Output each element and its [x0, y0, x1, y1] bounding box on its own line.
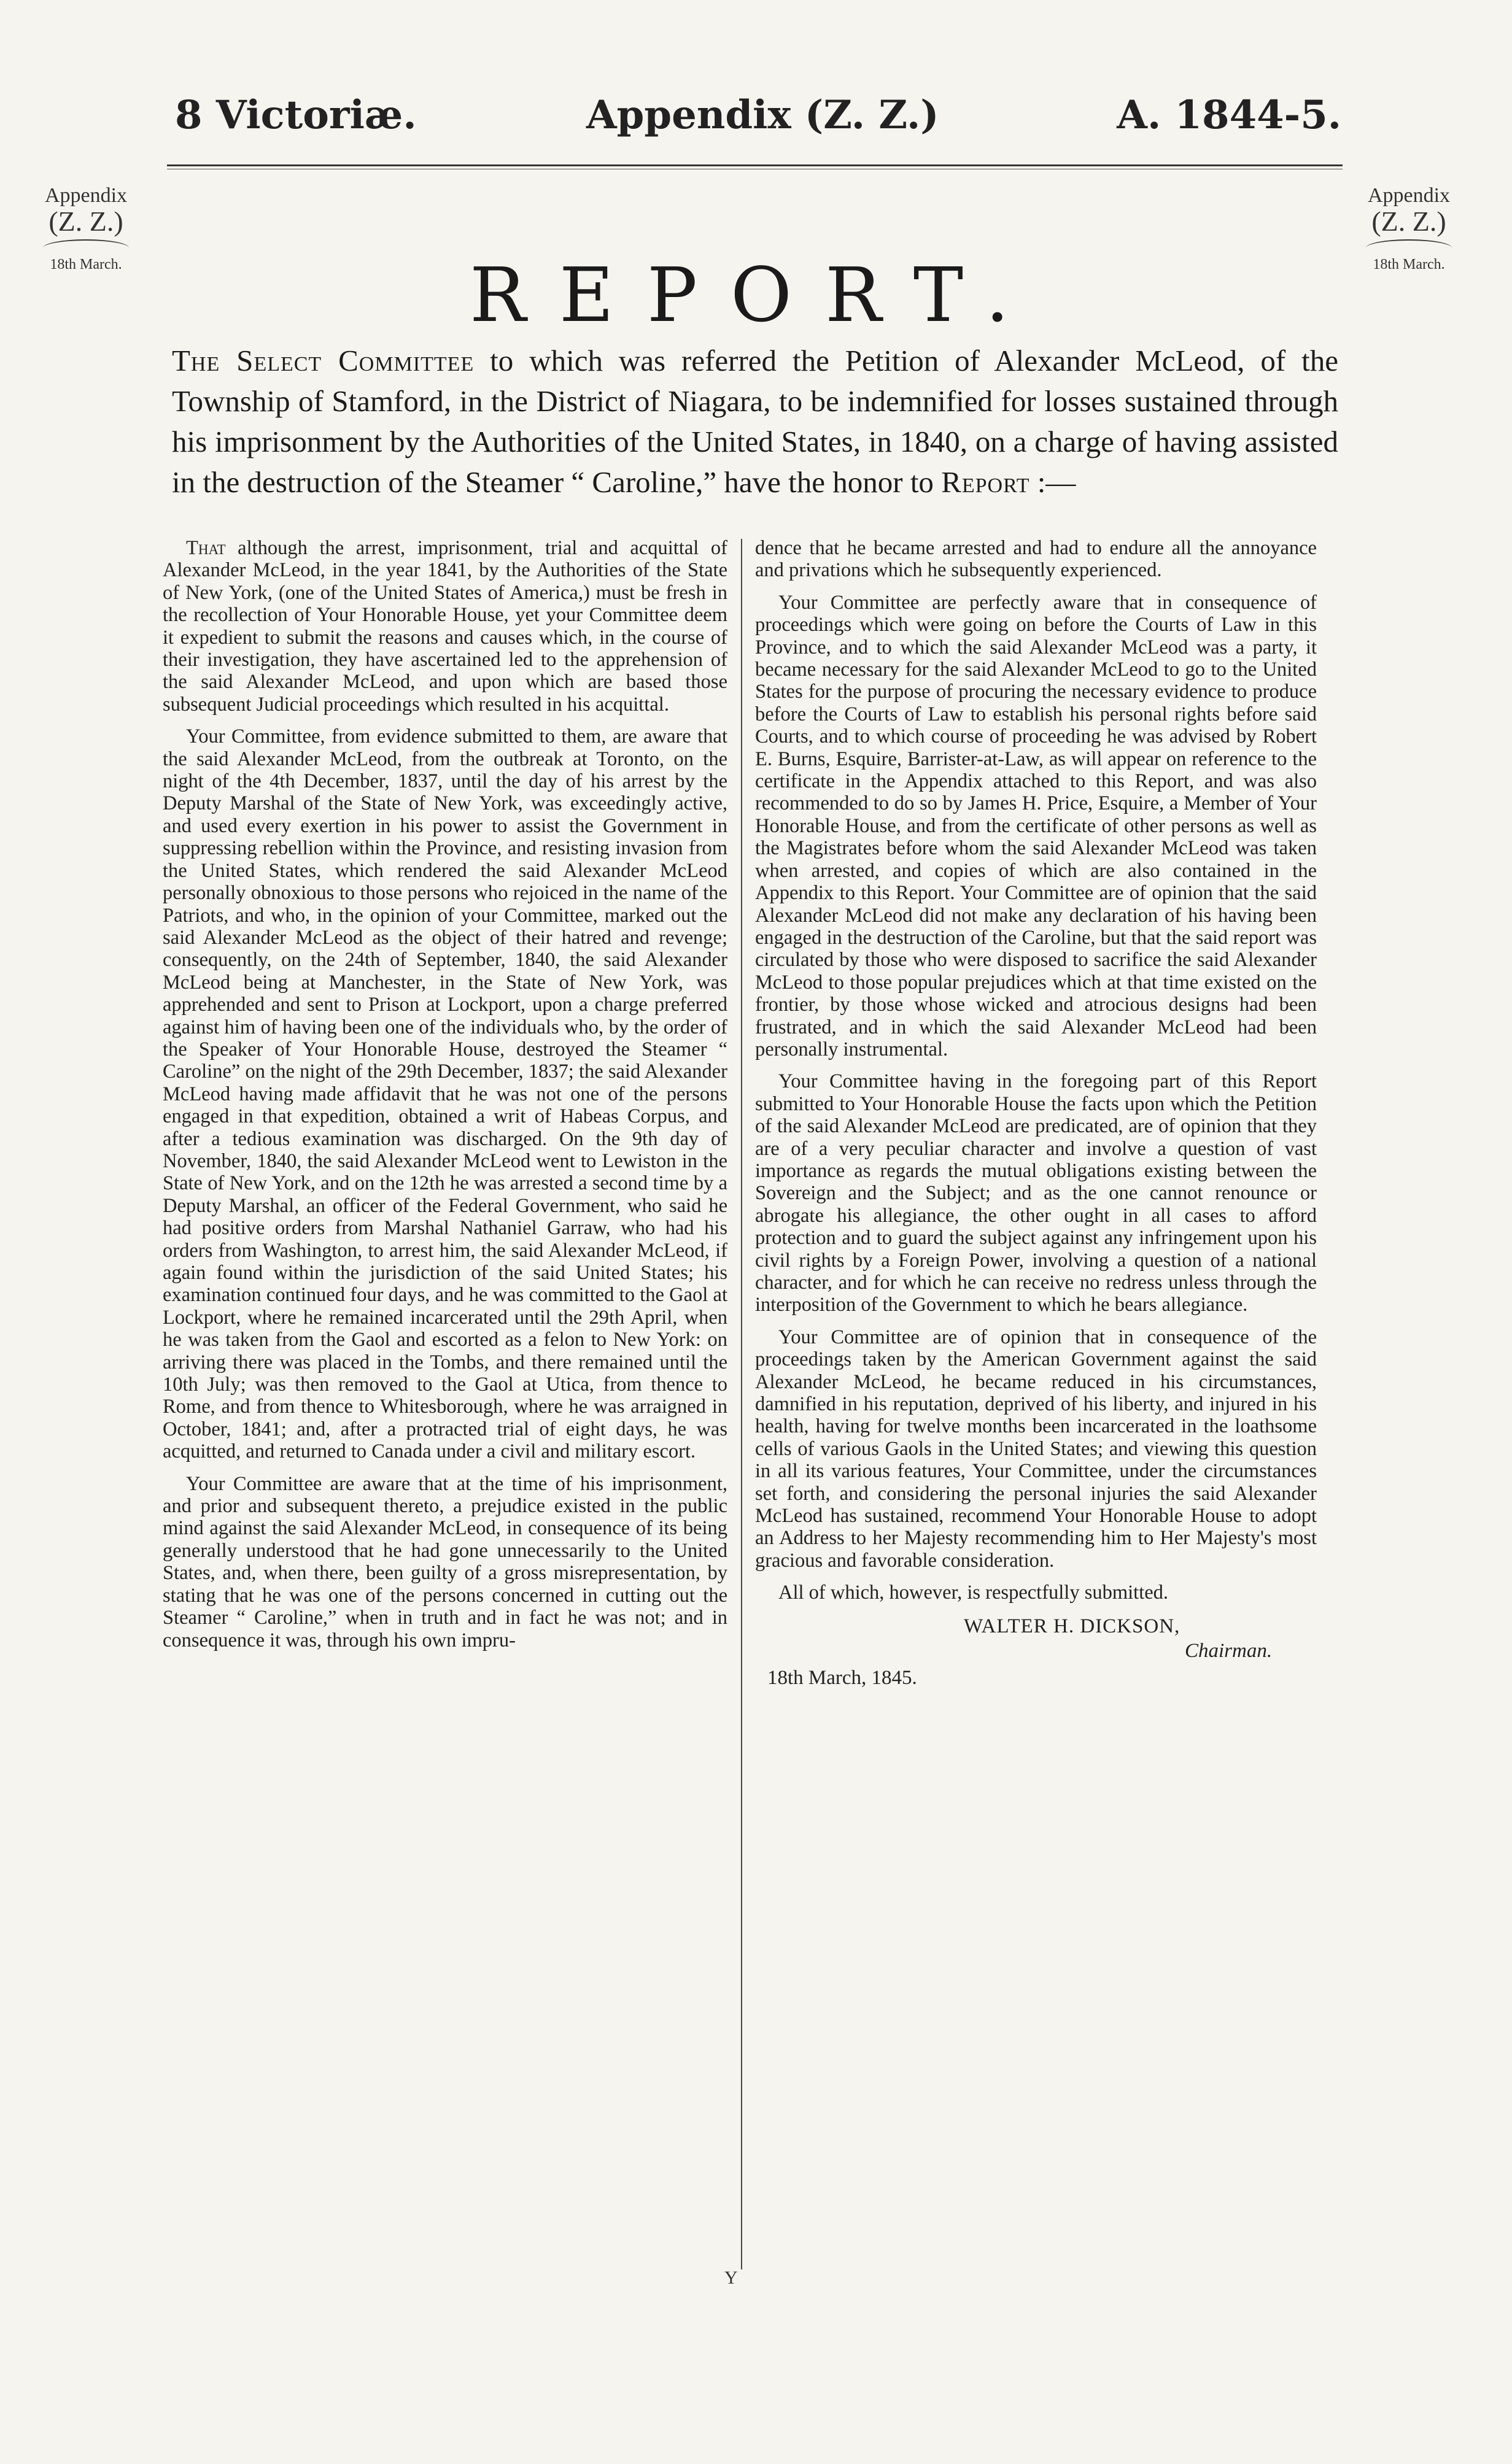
left-column	[163, 537, 727, 1661]
signature-mark: Y	[724, 2268, 738, 2288]
column-divider	[741, 539, 742, 2269]
header-session: 8 Victoriæ.	[175, 92, 417, 138]
intro-lead: The Select Committee	[172, 344, 475, 377]
margin-label: Appendix	[44, 184, 128, 207]
intro-report-word: Report	[941, 465, 1030, 499]
right-column	[755, 537, 1317, 1690]
margin-label: Appendix	[1367, 184, 1451, 207]
header-appendix: Appendix (Z. Z.)	[586, 92, 939, 138]
signature-block	[755, 1614, 1317, 1690]
paragraph-lead: That	[186, 537, 226, 559]
margin-code: (Z. Z.)	[48, 206, 123, 237]
paragraph: All of which, however, is respectfully submitted.	[778, 1582, 1169, 1604]
paragraph: dence that he became arrested and had to endure all the annoyance and privations which he subsequently experienced.	[755, 537, 1317, 582]
paragraph: Your Committee, from evidence submitted to them, are aware that the said Alexander McLeod, from the outbreak at Toronto, on the night of the 4th December, 1837, until the day of his arrest by the Deputy Marshal of the State of New York, was exceedingly active, and used every exertion in his power to assist the Government in suppressing rebellion within the Province, and resisting invasion from the United States, which rendered the said Alexander McLeod personally obnoxious to those persons who rejoiced in the name of the Patriots, and who, in the opinion of your Committee, marked out the said Alexander McLeod as the object of their hatred and revenge; consequently, on the 24th of September, 1840, the said Alexander McLeod being at Manchester, in the State of New York, was apprehended and sent to Prison at Lockport, upon a charge preferred against him of having been one of the individuals who, by the order of the Speaker of Your Honorable House, destroyed the Steamer “ Caroline” on the night of the 29th December, 1837; the said Alexander McLeod having made affidavit that he was not one of the persons engaged in that expedition, obtained a writ of Habeas Corpus, and after a tedious examination was discharged. On the 9th day of November, 1840, the said Alexander McLeod went to Lewiston in the State of New York, and on the 12th he was arrested a second time by a Deputy Marshal, an officer of the Federal Government, who said he had positive orders from Marshal Nathaniel Garraw, who had his orders from Washington, to arrest him, the said Alexander McLeod, if again found within the jurisdiction of the said United States; his examination continued four days, and he was committed to the Gaol at Lockport, where he remained incarcerated until the 29th April, when he was taken from the Gaol and escorted as a felon to New York: on arriving there was placed in the Tombs, and there remained until the 10th July; was then removed to the Gaol at Utica, from thence to Rome, and from thence to Whitesborough, where he was arraigned in October, 1841; and, after a protracted trial of eight days, he was acquitted, and returned to Canada under a civil and military escort.	[163, 725, 727, 1463]
paragraph: Your Committee are aware that at the time of his imprisonment, and prior and subsequent thereto, a prejudice existed in the public mind against the said Alexander McLeod, in consequence of its being generally understood that he had gone unnecessarily to the United States, and, when there, been guilty of a gross misrepresentation, by stating that he was one of the persons concerned in cutting out the Steamer “ Caroline,” when in truth and in fact he was not; and in consequence it was, through his own impru-	[163, 1472, 727, 1651]
running-header	[175, 92, 1341, 141]
paragraph: Your Committee are perfectly aware that in consequence of proceedings which were going on before the Courts of Law in this Province, and to which the said Alexander McLeod was a party, it became necessary for the said Alexander McLeod to go to the United States for the purpose of procuring the necessary evidence to produce before the Courts of Law to establish his personal rights before said Courts, and to which course of proceeding he was advised by Robert E. Burns, Esquire, Barrister-at-Law, as will appear on reference to the certificate in the Appendix attached to this Report, and was also recommended to do so by James H. Price, Esquire, a Member of Your Honorable House, and from the certificate of other persons as well as the Magistrates before whom the said Alexander McLeod was taken when arrested, and copies of which are also contained in the Appendix to this Report. Your Committee are of opinion that the said Alexander McLeod did not make any declaration of his having been engaged in the destruction of the Caroline, but that the said report was circulated by those who were disposed to sacrifice the said Alexander McLeod to those popular prejudices which at that time existed on the frontier, by those whose wicked and atrocious designs had been frustrated, and in which the said Alexander McLeod had been personally instrumental.	[755, 591, 1317, 1060]
margin-code: (Z. Z.)	[1371, 206, 1446, 237]
header-rule	[167, 164, 1343, 169]
intro-body: to which was referred the Petition of Alexander McLeod, of the Township of Stamford, in the District of Niagara, to be indemnified for losses sustained through his imprisonment by the Authorities of the United States, in 1840, on a charge of having assisted in the destruction of the Steamer “ Caroline,” have the honor to	[172, 344, 1338, 499]
signature-title: Chairman.	[1185, 1639, 1273, 1662]
paragraph: Your Committee having in the foregoing part of this Report submitted to Your Honorable House the facts upon which the Petition of the said Alexander McLeod are predicated, are of opinion that they are of a very peculiar character and involve a question of vast importance as regards the mutual obligations existing between the Sovereign and the Subject; and as the one cannot renounce or abrogate his allegiance, the other ought in all cases to afford protection and to guard the subject against any infringement upon his civil rights by a Foreign Power, involving a question of a national character, and for which he can receive no redress unless through the interposition of the Government to which he bears allegiance.	[755, 1070, 1317, 1316]
margin-date: 18th March.	[1373, 257, 1445, 272]
paragraph	[163, 537, 727, 716]
report-title: REPORT.	[470, 252, 1042, 339]
margin-date: 18th March.	[50, 257, 122, 272]
intro-tail: :—	[1029, 465, 1076, 499]
intro-paragraph	[172, 341, 1338, 503]
signature-name: WALTER H. DICKSON,	[964, 1615, 1181, 1637]
paragraph-text: although the arrest, imprisonment, trial and acquittal of Alexander McLeod, in the year 1841, by the Authorities of the State of New York, (one of the United States of America,) must be fresh in the recollection of Your Honorable House, yet your Committee deem it expedient to submit the reasons and causes which, in the course of their investigation, they have ascertained led to the apprehension of the said Alexander McLeod, and upon which are based those subsequent Judicial proceedings which resulted in his acquittal.	[163, 537, 727, 716]
header-year: A. 1844-5.	[1117, 92, 1341, 138]
report-date: 18th March, 1845.	[767, 1666, 917, 1689]
paragraph: Your Committee are of opinion that in consequence of the proceedings taken by the American Government against the said Alexander McLeod, he became reduced in his circumstances, damnified in his reputation, deprived of his liberty, and injured in his health, having for twelve months been incarcerated in the loathsome cells of various Gaols in the United States; and viewing this question in all its various features, Your Committee, under the circumstances set forth, and considering the personal injuries the said Alexander McLeod has sustained, recommend Your Honorable House to adopt an Address to her Majesty recommending him to Her Majesty's most gracious and favorable consideration.	[755, 1326, 1317, 1572]
